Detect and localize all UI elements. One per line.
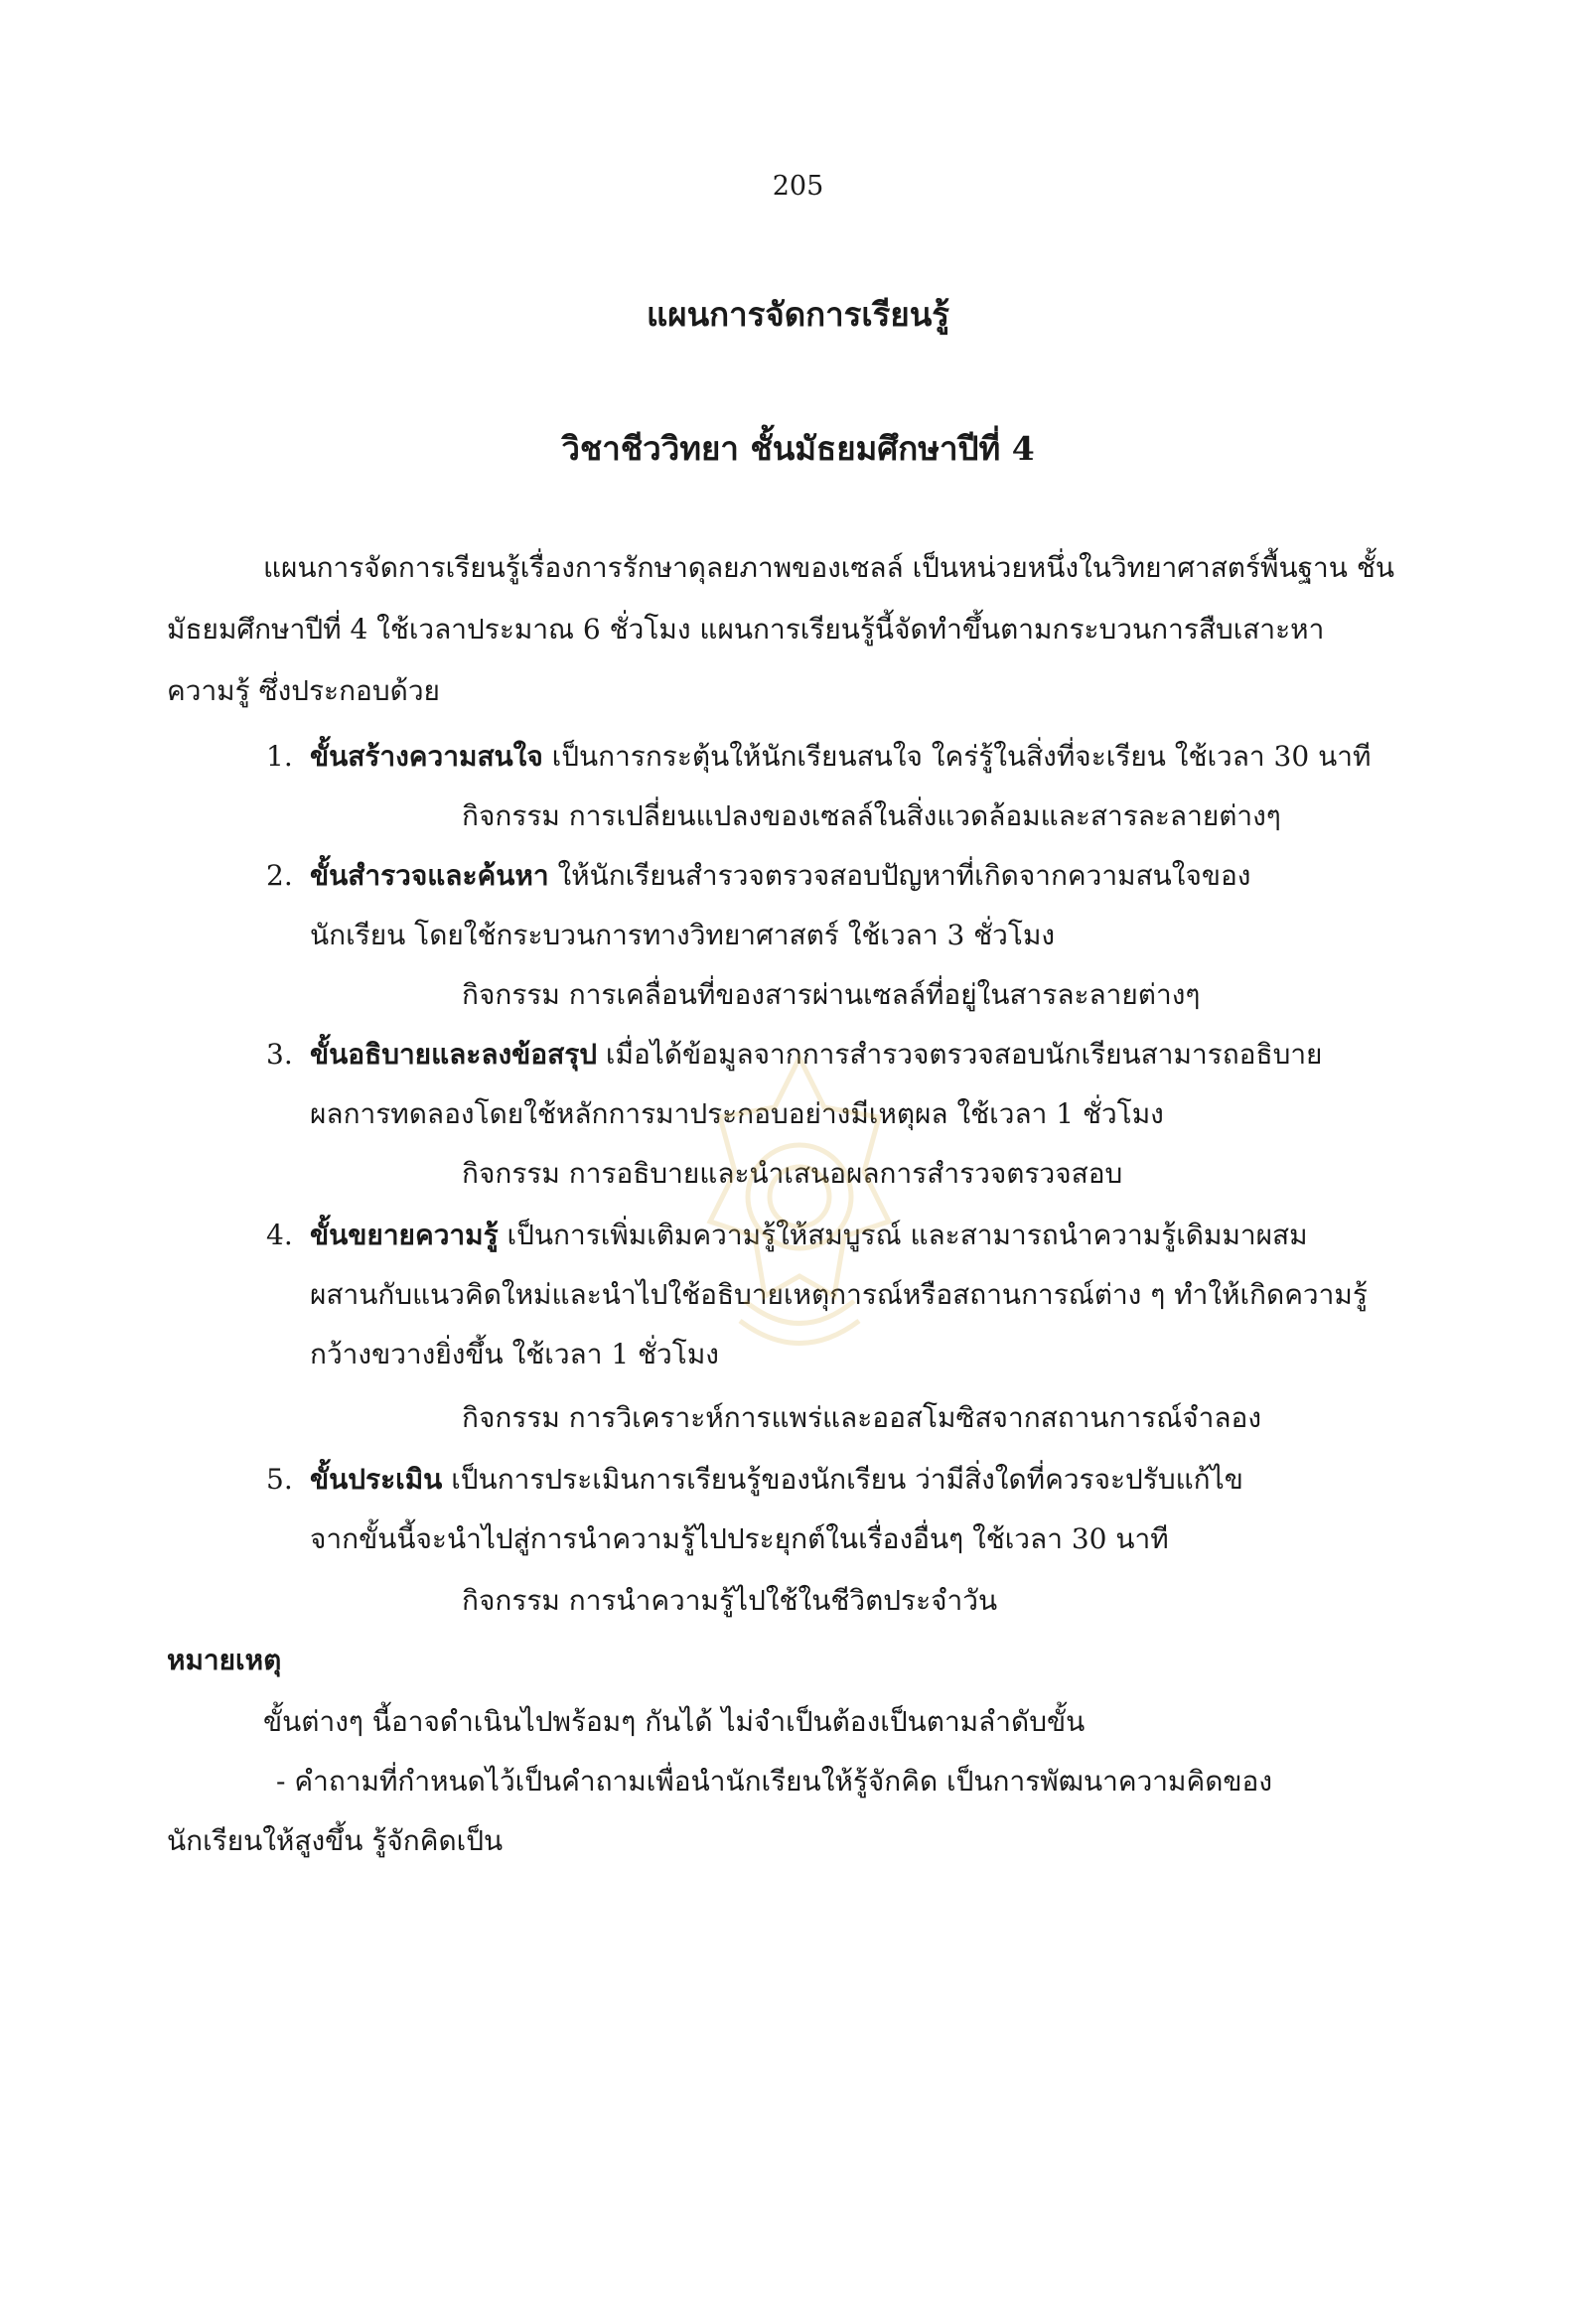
note-line-1: ขั้นต่างๆ นี้อาจดำเนินไปพร้อมๆ กันได้ ไม่จำเป็นต้องเป็นตามลำดับขั้น — [263, 1705, 1086, 1738]
step-2-line-1 — [266, 856, 1250, 896]
intro-line-2: มัธยมศึกษาปีที่ 4 ใช้เวลาประมาณ 6 ชั่วโมง แผนการเรียนรู้นี้จัดทำขึ้นตามกระบวนการสืบเสาะหา — [167, 613, 1325, 646]
step-4-line-2: ผสานกับแนวคิดใหม่และนำไปใช้อธิบายเหตุการณ์หรือสถานการณ์ต่าง ๆ ทำให้เกิดความรู้ — [310, 1278, 1368, 1311]
step-3-line-1 — [266, 1035, 1322, 1075]
step-3-line-2: ผลการทดลองโดยใช้หลักการมาประกอบอย่างมีเหตุผล ใช้เวลา 1 ชั่วโมง — [310, 1097, 1164, 1130]
step-1-text: เป็นการกระตุ้นให้นักเรียนสนใจ ใคร่รู้ในสิ่งที่จะเรียน ใช้เวลา 30 นาที — [542, 740, 1372, 773]
note-heading: หมายเหตุ — [167, 1644, 282, 1676]
step-1-number: 1. — [266, 740, 293, 773]
step-5-activity: กิจกรรม การนำความรู้ไปใช้ในชีวิตประจำวัน — [462, 1584, 998, 1617]
step-5-line-2: จากขั้นนี้จะนำไปสู่การนำความรู้ไปประยุกต์ในเรื่องอื่นๆ ใช้เวลา 30 นาที — [310, 1522, 1169, 1555]
intro-line-3: ความรู้ ซึ่งประกอบด้วย — [167, 674, 440, 707]
step-2-number: 2. — [266, 859, 293, 892]
step-1-activity: กิจกรรม การเปลี่ยนแปลงของเซลล์ในสิ่งแวดล้อมและสารละลายต่างๆ — [462, 799, 1281, 832]
step-5-number: 5. — [266, 1463, 293, 1496]
step-3-number: 3. — [266, 1038, 293, 1071]
note-line-2: - คำถามที่กำหนดไว้เป็นคำถามเพื่อนำนักเรียนให้รู้จักคิด เป็นการพัฒนาความคิดของ — [276, 1765, 1273, 1798]
step-3-heading: ขั้นอธิบายและลงข้อสรุป — [310, 1038, 598, 1071]
document-subtitle: วิชาชีววิทยา ชั้นมัธยมศึกษาปีที่ 4 — [561, 429, 1035, 468]
emblem-watermark — [685, 1038, 914, 1366]
step-5-line-1 — [266, 1460, 1243, 1500]
step-4-line-1 — [266, 1216, 1308, 1255]
intro-line-1: แผนการจัดการเรียนรู้เรื่องการรักษาดุลยภาพของเซลล์ เป็นหน่วยหนึ่งในวิทยาศาสตร์พื้นฐาน ชั้น — [263, 551, 1394, 584]
step-2-text: ให้นักเรียนสำรวจตรวจสอบปัญหาที่เกิดจากความสนใจของ — [548, 859, 1251, 892]
step-5-heading: ขั้นประเมิน — [310, 1463, 443, 1496]
step-3-activity: กิจกรรม การอธิบายและนำเสนอผลการสำรวจตรวจสอบ — [462, 1157, 1123, 1190]
step-1-line-1 — [266, 737, 1371, 777]
step-2-heading: ขั้นสำรวจและค้นหา — [310, 859, 549, 892]
step-4-text: เป็นการเพิ่มเติมความรู้ให้สมบูรณ์ และสามารถนำความรู้เดิมมาผสม — [498, 1219, 1308, 1251]
step-2-line-2: นักเรียน โดยใช้กระบวนการทางวิทยาศาสตร์ ใช้เวลา 3 ชั่วโมง — [310, 919, 1056, 951]
step-1-heading: ขั้นสร้างความสนใจ — [310, 740, 543, 773]
step-5-text: เป็นการประเมินการเรียนรู้ของนักเรียน ว่ามีสิ่งใดที่ควรจะปรับแก้ไข — [442, 1463, 1243, 1496]
step-4-line-3: กว้างขวางยิ่งขึ้น ใช้เวลา 1 ชั่วโมง — [310, 1338, 719, 1370]
step-3-text: เมื่อได้ข้อมูลจากการสำรวจตรวจสอบนักเรียนสามารถอธิบาย — [597, 1038, 1323, 1071]
step-2-activity: กิจกรรม การเคลื่อนที่ของสารผ่านเซลล์ที่อยู่ในสารละลายต่างๆ — [462, 978, 1201, 1011]
page-number: 205 — [772, 171, 824, 202]
step-4-heading: ขั้นขยายความรู้ — [310, 1219, 499, 1251]
document-title: แผนการจัดการเรียนรู้ — [646, 295, 950, 334]
step-4-number: 4. — [266, 1219, 293, 1251]
step-4-activity: กิจกรรม การวิเคราะห์การแพร่และออสโมซิสจากสถานการณ์จำลอง — [462, 1401, 1262, 1434]
note-line-3: นักเรียนให้สูงขึ้น รู้จักคิดเป็น — [167, 1824, 504, 1857]
